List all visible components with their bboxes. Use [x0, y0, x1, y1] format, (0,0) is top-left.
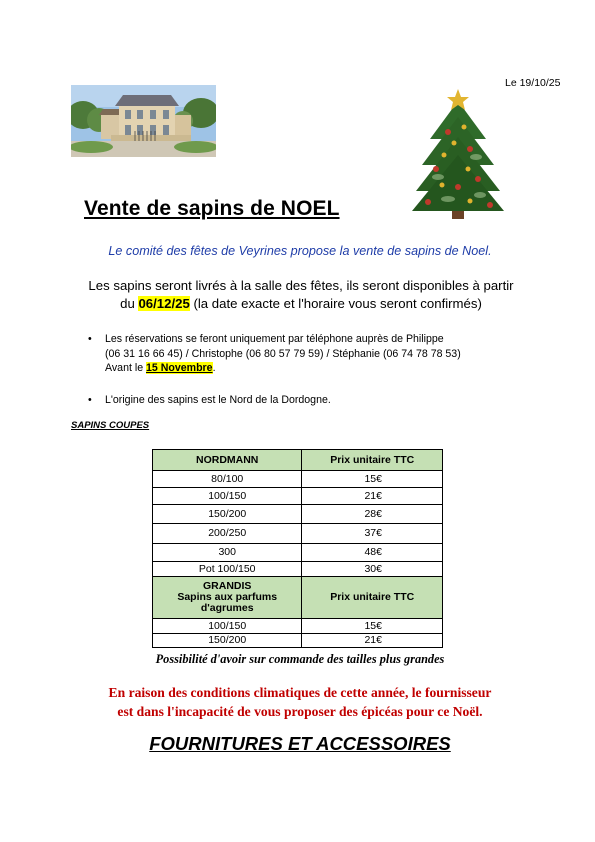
size-cell: 100/150 [153, 488, 302, 505]
christmas-tree-illustration [408, 87, 508, 222]
grandis-header [153, 577, 302, 619]
table-row [153, 524, 443, 544]
price-header: Prix unitaire TTC [302, 450, 443, 471]
table-header-row [153, 450, 443, 471]
delivery-date: 06/12/25 [138, 296, 190, 311]
fournitures-title: FOURNITURES ET ACCESSOIRES [149, 733, 451, 754]
table-row [153, 544, 443, 562]
subtitle: Le comité des fêtes de Veyrines propose la vente de sapins de Noel. [108, 244, 492, 258]
size-cell: 300 [153, 544, 302, 562]
price-header: Prix unitaire TTC [302, 577, 443, 619]
nordmann-section [153, 450, 443, 577]
reservation-deadline-suffix: . [212, 362, 216, 374]
reservation-line1: Les réservations se feront uniquement par téléphone auprès de Philippe [105, 333, 444, 345]
section-label-sapins-coupes: SAPINS COUPES [71, 420, 150, 431]
price-cell: 48€ [302, 544, 443, 562]
intro-line1: Les sapins seront livrés à la salle des fêtes, ils seront disponibles à partir [88, 278, 514, 293]
grandis-header-line1: GRANDIS [202, 580, 252, 592]
grandis-section [153, 577, 443, 648]
price-cell: 37€ [302, 524, 443, 544]
list-item-origin [88, 393, 548, 408]
price-cell: 21€ [302, 488, 443, 505]
intro-line2-prefix: du [120, 296, 139, 311]
size-cell: 150/200 [153, 634, 302, 648]
nordmann-header: NORDMANN [153, 450, 302, 471]
reservation-line3 [105, 361, 548, 376]
table-row [153, 471, 443, 488]
document-date: Le 19/10/25 [505, 77, 561, 89]
table-row [153, 634, 443, 648]
price-cell: 30€ [302, 562, 443, 577]
reservation-line2: (06 31 16 66 45) / Christophe (06 80 57 79 59) / Stéphanie (06 74 78 78 53) [105, 347, 461, 360]
price-cell: 21€ [302, 634, 443, 648]
size-cell: 150/200 [153, 505, 302, 524]
price-table [152, 449, 443, 648]
reservation-deadline-prefix: Avant le [105, 362, 147, 374]
note-larger-sizes: Possibilité d'avoir sur commande des tailles plus grandes [155, 652, 445, 666]
grandis-header-line2: Sapins aux parfums [177, 591, 278, 603]
bullet-list [88, 332, 548, 407]
intro-paragraph [60, 277, 542, 313]
price-cell: 15€ [302, 471, 443, 488]
warning-line2: est dans l'incapacité de vous proposer des épicéas pour ce Noël. [117, 704, 483, 719]
table-header-row [153, 577, 443, 619]
price-cell: 15€ [302, 619, 443, 634]
warning-text [40, 683, 560, 721]
reservation-deadline: 15 Novembre [146, 362, 213, 374]
village-hall-photo [71, 85, 216, 157]
table-row [153, 488, 443, 505]
list-item-reservation [88, 332, 548, 376]
page-title: Vente de sapins de NOEL [84, 197, 340, 220]
size-cell: 100/150 [153, 619, 302, 634]
bullet-marker: • [88, 333, 92, 345]
price-cell: 28€ [302, 505, 443, 524]
grandis-header-line3: d'agrumes [200, 602, 254, 614]
size-cell: 80/100 [153, 471, 302, 488]
table-row [153, 619, 443, 634]
size-cell: Pot 100/150 [153, 562, 302, 577]
bullet-marker: • [88, 393, 92, 406]
table-row [153, 562, 443, 577]
origin-text: L'origine des sapins est le Nord de la Dordogne. [105, 393, 331, 406]
table-row [153, 505, 443, 524]
size-cell: 200/250 [153, 524, 302, 544]
intro-line2-suffix: (la date exacte et l'horaire vous seront confirmés) [189, 296, 482, 311]
warning-line1: En raison des conditions climatiques de cette année, le fournisseur [108, 685, 492, 700]
